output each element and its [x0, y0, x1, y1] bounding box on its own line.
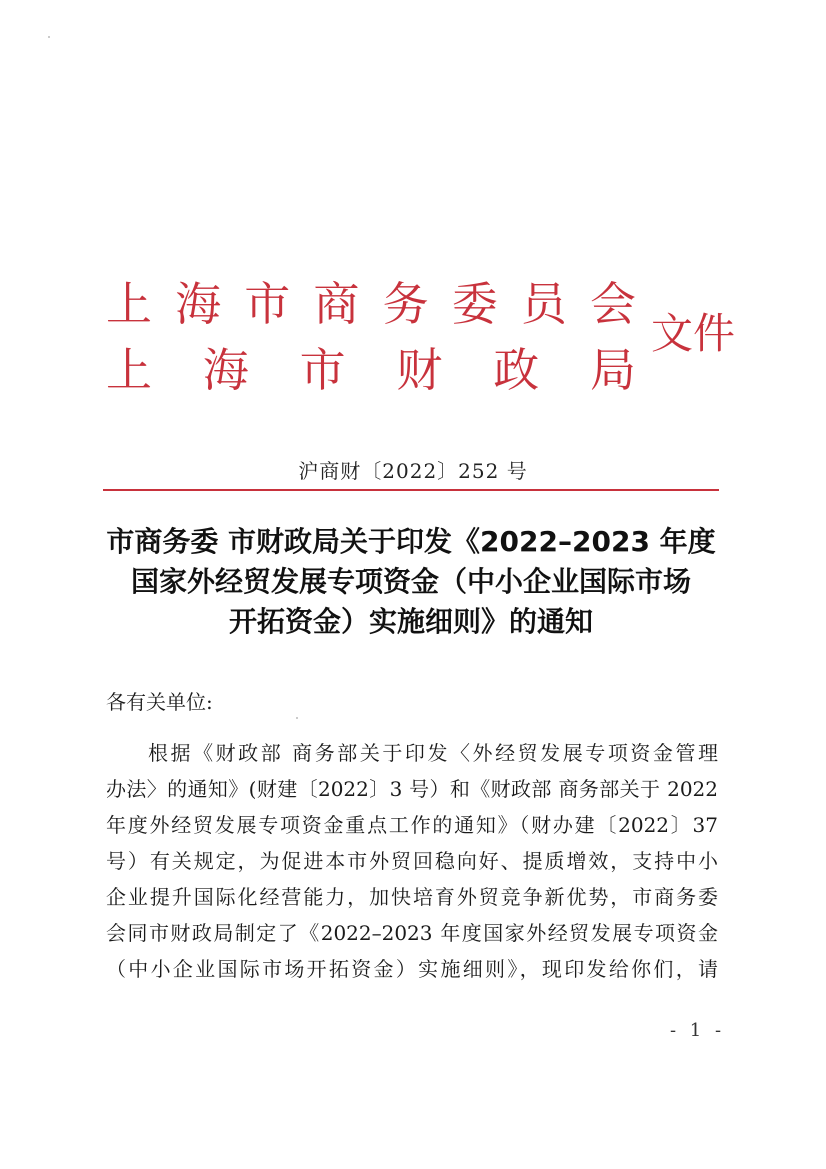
title-line: 市商务委 市财政局关于印发《2022–2023 年度 — [106, 525, 716, 558]
header-char: 会 — [589, 277, 636, 331]
body-line: 根据《财政部 商务部关于印发〈外经贸发展专项资金管理 — [148, 741, 718, 765]
body-line: 号）有关规定，为促进本市外贸回稳向好、提质增效，支持中小 — [106, 849, 718, 873]
header-char: 上 — [106, 277, 152, 331]
body-line: （中小企业国际市场开拓资金）实施细则》，现印发给你们，请 — [106, 957, 718, 981]
header-char: 局 — [589, 343, 636, 397]
header-char: 委 — [451, 277, 498, 331]
header-char: 商 — [313, 277, 360, 331]
body-line: 年度外经贸发展专项资金重点工作的通知》（财办建〔2022〕37 — [106, 813, 718, 837]
header-char: 市 — [299, 343, 346, 397]
header-char: 海 — [175, 277, 222, 331]
red-divider-line — [103, 489, 719, 491]
issuer-name-finance-bureau — [106, 343, 636, 397]
body-line: 会同市财政局制定了《2022–2023 年度国家外经贸发展专项资金 — [106, 921, 718, 945]
scan-speck — [48, 36, 50, 38]
header-char: 市 — [244, 277, 291, 331]
salutation: 各有关单位: — [106, 690, 213, 714]
header-char: 海 — [202, 343, 249, 397]
document-number: 沪商财〔2022〕252 号 — [298, 459, 528, 483]
document-title — [100, 522, 722, 642]
header-suffix-document: 文件 — [651, 309, 736, 358]
header-char: 财 — [396, 343, 443, 397]
title-line: 开拓资金）实施细则》的通知 — [228, 605, 593, 638]
title-line: 国家外经贸发展专项资金（中小企业国际市场 — [130, 565, 691, 598]
header-char: 政 — [493, 343, 540, 397]
body-line: 办法〉的通知》(财建〔2022〕3 号）和《财政部 商务部关于 2022 — [106, 777, 718, 801]
page-number: - 1 - — [670, 1020, 726, 1041]
scan-speck — [296, 717, 298, 719]
header-char: 上 — [106, 343, 152, 397]
issuer-name-commerce-commission — [106, 277, 636, 331]
header-char: 务 — [382, 277, 429, 331]
header-char: 员 — [520, 277, 567, 331]
body-paragraph — [106, 735, 718, 987]
body-line: 企业提升国际化经营能力，加快培育外贸竞争新优势，市商务委 — [106, 885, 718, 909]
